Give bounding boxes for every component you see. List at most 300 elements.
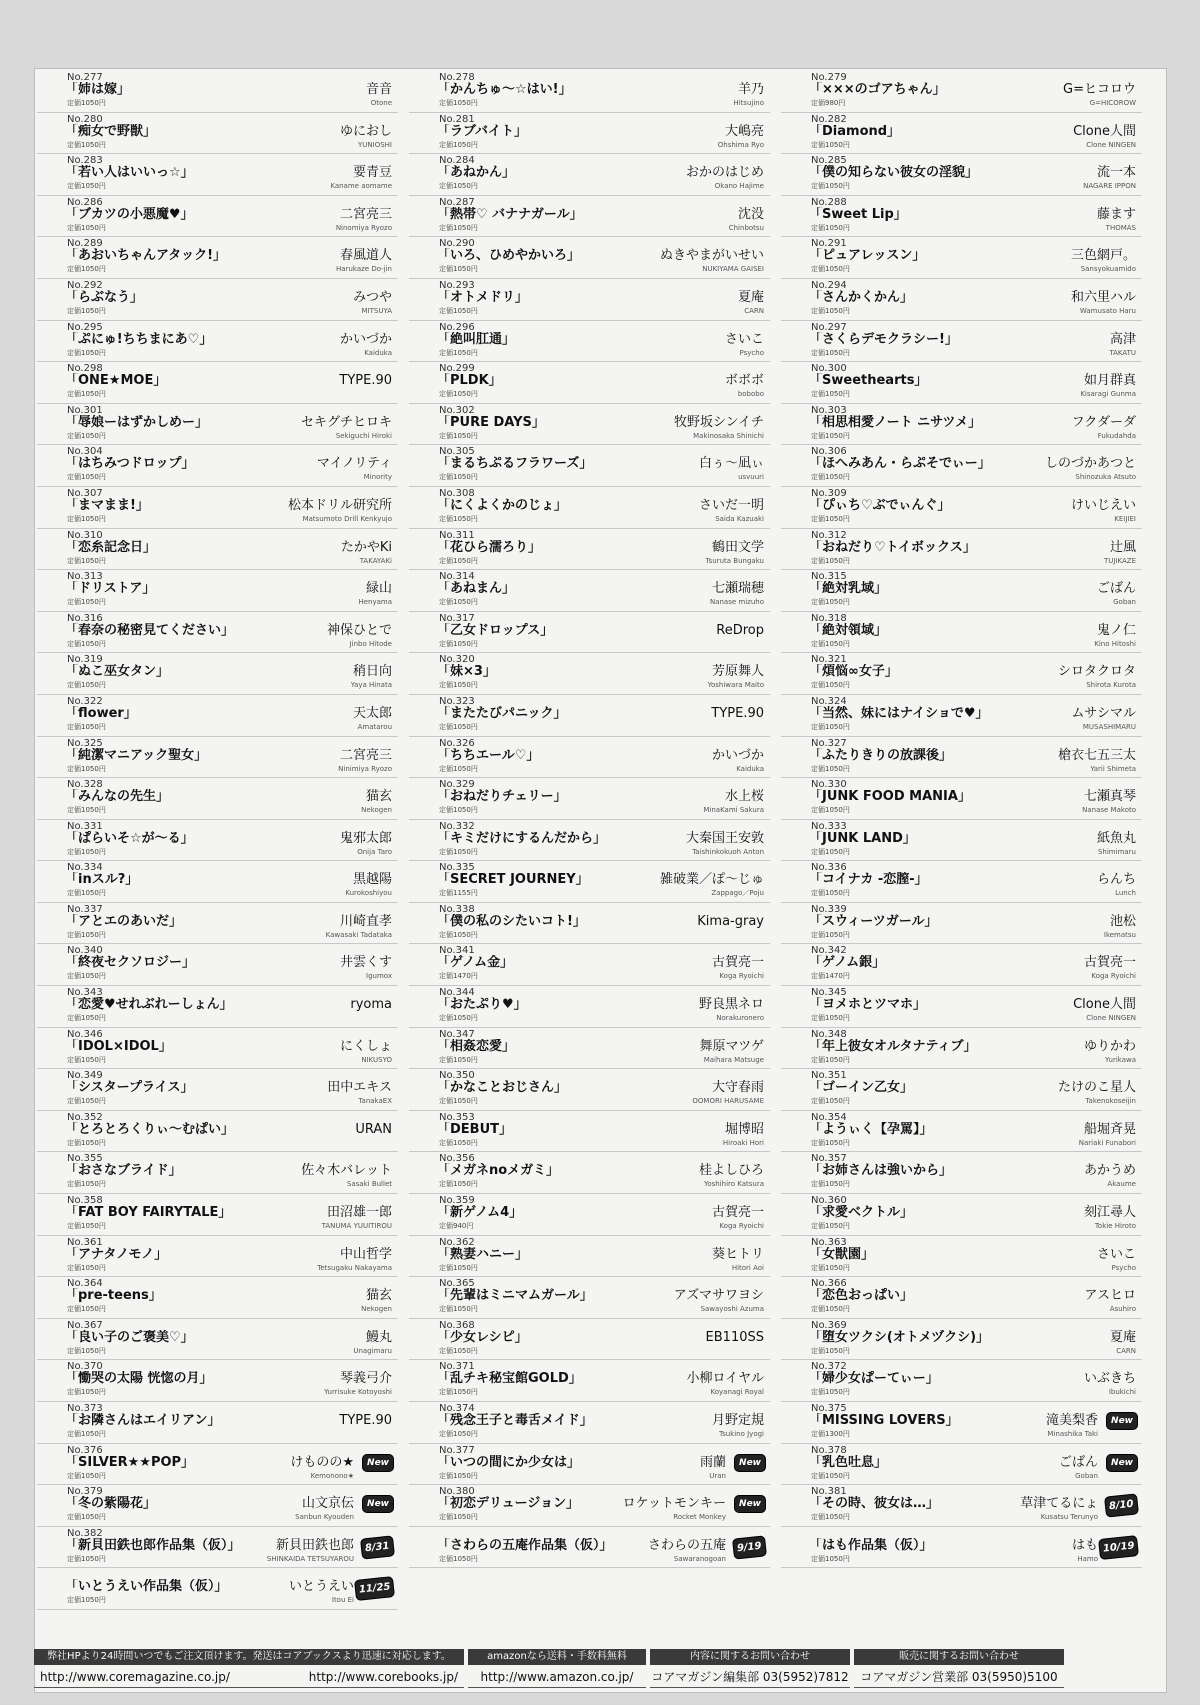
entry-author: 井雲くす [339, 955, 392, 971]
entry-number: No.319 [67, 654, 103, 666]
entry-number: No.305 [439, 446, 475, 458]
entry-price: 定価1050円 [67, 1263, 106, 1272]
entry-price: 定価1050円 [439, 140, 478, 149]
entry-number: No.364 [67, 1278, 103, 1290]
entry-title: 「恋糸記念日」 [65, 539, 157, 555]
catalog-entry [409, 695, 770, 737]
entry-author-romaji: Koga Ryoichi [719, 972, 764, 981]
entry-title: 「純潔マニアック聖女」 [65, 747, 208, 763]
entry-author: 猫玄 [365, 1288, 392, 1304]
catalog-entry [781, 362, 1142, 404]
entry-title: 「慟哭の太陽 恍惚の月」 [65, 1371, 213, 1387]
entry-author: 藤ます [1096, 206, 1136, 222]
release-date-badge: 8/31 [360, 1535, 395, 1559]
entry-number: No.330 [811, 779, 847, 791]
catalog-entry [409, 861, 770, 903]
amazon-heading: amazonなら送料・手数料無料 [468, 1649, 646, 1665]
entry-title: 「僕の知らない彼女の淫貌」 [809, 165, 979, 181]
entry-price: 定価1050円 [439, 431, 478, 440]
entry-price: 定価1050円 [67, 1180, 106, 1189]
entry-author-romaji: Harukaze Do-jin [336, 265, 392, 274]
catalog-entry [37, 1319, 398, 1361]
entry-number: No.367 [67, 1319, 103, 1331]
entry-author-romaji: Minashika Taki [1047, 1430, 1098, 1438]
entry-title: 「JUNK LAND」 [809, 830, 916, 846]
entry-author: EB110SS [705, 1329, 764, 1345]
entry-author: 大嶋亮 [724, 123, 764, 139]
entry-author: 白ぅ～凪ぃ [698, 456, 764, 472]
catalog-entry [409, 1194, 770, 1236]
entry-price: 定価1050円 [811, 223, 850, 232]
entry-price: 定価1050円 [439, 681, 478, 690]
entry-number: No.352 [67, 1111, 103, 1123]
entry-number: No.339 [811, 903, 847, 915]
entry-title: 「乱チキ秘宝館GOLD」 [437, 1371, 582, 1387]
entry-author-romaji: Minority [363, 473, 392, 482]
entry-price: 定価1050円 [67, 1596, 106, 1605]
entry-number: No.320 [439, 654, 475, 666]
catalog-entry [781, 1485, 1142, 1527]
entry-number: No.316 [67, 612, 103, 624]
catalog-entry [409, 1152, 770, 1194]
entry-title: 「絶対領域」 [809, 622, 888, 638]
entry-author-romaji: Ninomiya Ryozo [335, 223, 392, 232]
catalog-entry [409, 445, 770, 487]
catalog-entry [781, 737, 1142, 779]
entry-author: さいこ [724, 331, 764, 347]
entry-title: 「アナタノモノ」 [65, 1246, 168, 1262]
release-date-badge: 11/25 [354, 1576, 395, 1601]
entry-price: 定価1050円 [67, 1346, 106, 1355]
entry-title: 「その時、彼女は…」 [809, 1496, 940, 1512]
entry-author: 猫玄 [365, 789, 392, 805]
entry-number: No.368 [439, 1319, 475, 1331]
entry-author: Clone人間 [1073, 123, 1136, 139]
entry-title: 「ブカツの小悪魔♥」 [65, 206, 194, 222]
entry-author-romaji: TAKAYAKi [359, 556, 392, 565]
entry-price: 定価1050円 [67, 140, 106, 149]
entry-author: 沈没 [737, 206, 764, 222]
entry-author: TYPE.90 [339, 1413, 392, 1428]
release-date-badge: 10/19 [1098, 1535, 1139, 1560]
entry-author: 芳原舞人 [711, 664, 764, 680]
catalog-entry [409, 487, 770, 529]
entry-price: 定価1470円 [439, 972, 478, 981]
entry-title: 「冬の紫陽花」 [65, 1496, 157, 1512]
content-inquiry-heading: 内容に関するお問い合わせ [650, 1649, 850, 1665]
entry-author-romaji: Ninimiya Ryozo [338, 764, 392, 773]
entry-author-romaji: Makinosaka Shinichi [693, 431, 764, 440]
entry-author: 雨蘭 [699, 1454, 726, 1470]
entry-author-romaji: Ikematsu [1103, 930, 1136, 939]
entry-price: 定価1300円 [811, 1430, 850, 1438]
entry-author-romaji: Amatarou [357, 722, 392, 731]
entry-author-romaji: usvuuri [738, 473, 764, 482]
entry-author-romaji: G=HICOROW [1089, 99, 1136, 107]
entry-author: フクダーダ [1071, 414, 1136, 430]
entry-author-romaji: Zappago／Poju [711, 889, 764, 898]
entry-author-romaji: Maihara Matsuge [703, 1055, 764, 1064]
entry-author: 辻風 [1109, 539, 1136, 555]
entry-price: 定価1050円 [439, 764, 478, 773]
entry-author-romaji: Tsukino Jyogi [718, 1430, 764, 1438]
entry-number: No.332 [439, 820, 475, 832]
entry-author: TYPE.90 [339, 373, 392, 389]
entry-number: No.329 [439, 779, 475, 791]
entry-author: 音音 [365, 82, 392, 97]
entry-author: 黒越陽 [352, 872, 392, 888]
catalog-entry [37, 695, 398, 737]
entry-price: 定価1050円 [67, 1138, 106, 1147]
entry-title: 「らぶなう」 [65, 289, 144, 305]
entry-price: 定価1050円 [67, 1430, 106, 1438]
entry-author-romaji: THOMAS [1105, 223, 1136, 232]
entry-number: No.295 [67, 321, 103, 333]
entry-number: No.304 [67, 446, 103, 458]
entry-author-romaji: Saida Kazuaki [715, 514, 764, 523]
entry-number: No.374 [439, 1403, 475, 1414]
catalog-entry [781, 321, 1142, 363]
entry-author-romaji: Akaume [1107, 1180, 1136, 1189]
catalog-entry [781, 944, 1142, 986]
entry-author: 和六里ハル [1070, 289, 1136, 305]
entry-number: No.282 [811, 113, 847, 125]
entry-author: しのづかあつと [1044, 456, 1136, 472]
entry-title: 「Sweet Lip」 [809, 206, 907, 222]
catalog-entry [409, 529, 770, 571]
new-badge: New [734, 1495, 766, 1513]
entry-author: 田沼雄一郎 [326, 1205, 392, 1221]
entry-author-romaji: Sekiguchi Hiroki [335, 431, 392, 440]
new-badge: New [1106, 1454, 1138, 1472]
catalog-entry [781, 487, 1142, 529]
entry-price: 定価1050円 [439, 1138, 478, 1147]
entry-author: 雑破業／ぽ～じゅ [659, 872, 764, 888]
catalog-entry [781, 861, 1142, 903]
entry-price: 定価1050円 [811, 722, 850, 731]
entry-price: 定価1050円 [67, 1513, 106, 1522]
entry-number: No.360 [811, 1195, 847, 1207]
catalog-entry [37, 362, 398, 404]
entry-number: No.280 [67, 113, 103, 125]
entry-author-romaji: NIKUSYO [361, 1055, 392, 1064]
entry-author: ごばん [1096, 581, 1136, 597]
catalog-entry [409, 1319, 770, 1361]
entry-number: No.343 [67, 987, 103, 999]
amazon-link[interactable]: http://www.amazon.co.jp/ [468, 1667, 646, 1688]
entry-price: 定価1470円 [811, 972, 850, 981]
entry-title: 「当然、妹にはナイショで♥」 [809, 705, 989, 721]
entry-title: 「相思相愛ノート ニサツメ」 [809, 414, 982, 430]
entry-number: No.307 [67, 487, 103, 499]
entry-price: 定価1050円 [67, 681, 106, 690]
entry-number: No.354 [811, 1111, 847, 1123]
release-date-badge: 8/10 [1104, 1494, 1139, 1518]
entry-number: No.310 [67, 529, 103, 541]
sales-phone: コアマガジン営業部 03(5950)5100 [854, 1667, 1064, 1688]
catalog-entry [409, 1028, 770, 1070]
entry-number: No.341 [439, 945, 475, 957]
entry-author: 葵ヒトリ [711, 1246, 764, 1262]
entry-title: 「春奈の秘密見てください」 [65, 622, 235, 638]
entry-author-romaji: Fukudahda [1097, 431, 1136, 440]
entry-number: No.301 [67, 404, 103, 416]
entry-author-romaji: NUKIYAMA GAISEI [702, 265, 764, 274]
catalog-entry [409, 1444, 770, 1486]
entry-title: 「ゴーイン乙女」 [809, 1080, 914, 1096]
entry-price: 定価1050円 [67, 722, 106, 731]
entry-title: 「オトメドリ」 [437, 289, 528, 305]
entry-title: 「おたぷり♥」 [437, 997, 527, 1013]
entry-price: 定価1050円 [811, 889, 850, 898]
new-badge: New [362, 1495, 394, 1513]
entry-price: 定価1050円 [439, 182, 478, 191]
catalog-entry [781, 820, 1142, 862]
entry-author-romaji: Goban [1113, 598, 1136, 607]
entry-author-romaji: TUJIKAZE [1103, 556, 1136, 565]
entry-author: ゆりかわ [1083, 1038, 1136, 1054]
entry-number: No.346 [67, 1028, 103, 1040]
entry-price: 定価1050円 [67, 1471, 106, 1480]
entry-author-romaji: Kusatsu Terunyo [1040, 1513, 1098, 1522]
entry-number: No.299 [439, 363, 475, 375]
entry-price: 定価1050円 [811, 140, 850, 149]
entry-number: No.370 [67, 1361, 103, 1373]
entry-title: 「ちちエール♡」 [437, 747, 540, 763]
entry-number: No.315 [811, 571, 847, 583]
entry-author: あかうめ [1083, 1163, 1136, 1179]
entry-price: 定価1050円 [439, 1471, 478, 1480]
entry-price: 定価1050円 [439, 514, 478, 523]
entry-price: 定価1050円 [439, 265, 478, 274]
entry-title: 「はも作品集（仮）」 [809, 1537, 933, 1553]
entry-number: No.373 [67, 1403, 103, 1414]
catalog-entry [409, 404, 770, 446]
entry-price: 定価1050円 [811, 764, 850, 773]
entry-number: No.349 [67, 1070, 103, 1082]
entry-title: 「いろ、ひめやかいろ」 [437, 248, 581, 264]
entry-title: 「姉は嫁」 [65, 82, 131, 97]
entry-price: 定価1050円 [439, 1430, 478, 1438]
catalog-entry [409, 570, 770, 612]
entry-title: 「Sweethearts」 [809, 373, 928, 389]
entry-price: 定価1050円 [67, 99, 106, 107]
catalog-entry [409, 986, 770, 1028]
entry-price: 定価1050円 [811, 1471, 850, 1480]
catalog-entry [37, 487, 398, 529]
catalog-entry [37, 154, 398, 196]
entry-author: 二宮亮三 [339, 206, 392, 222]
amazon-info [468, 1649, 646, 1693]
entry-number: No.375 [811, 1403, 847, 1414]
catalog-entry [781, 1277, 1142, 1319]
entry-price: 定価1050円 [67, 1554, 106, 1563]
entry-price: 定価1050円 [439, 223, 478, 232]
new-badge: New [1106, 1412, 1138, 1430]
entry-price: 定価1050円 [439, 1513, 478, 1522]
catalog-entry [37, 1194, 398, 1236]
entry-price: 定価1050円 [439, 806, 478, 815]
entry-title: 「SECRET JOURNEY」 [437, 872, 589, 888]
catalog-entry [781, 113, 1142, 155]
entry-author-romaji: Psycho [1111, 1263, 1136, 1272]
entry-number: No.326 [439, 737, 475, 749]
entry-number: No.321 [811, 654, 847, 666]
entry-author-romaji: Onija Taro [357, 847, 392, 856]
entry-title: 「おねだりチェリー」 [437, 789, 567, 805]
entry-number: No.350 [439, 1070, 475, 1082]
entry-title: 「PLDK」 [437, 373, 502, 389]
entry-title: 「恋愛♥せれぶれーしょん」 [65, 997, 233, 1013]
catalog-entry [781, 71, 1142, 113]
entry-title: 「またたびパニック」 [437, 705, 567, 721]
entry-author: 古賀亮一 [1083, 955, 1136, 971]
entry-number: No.340 [67, 945, 103, 957]
entry-author-romaji: SHINKAIDA TETSUYAROU [266, 1554, 354, 1563]
entry-author: 二宮亮三 [339, 747, 392, 763]
entry-price: 定価980円 [811, 99, 846, 107]
entry-price: 定価1050円 [439, 306, 478, 315]
entry-number: No.363 [811, 1236, 847, 1248]
entry-price: 定価1050円 [811, 1388, 850, 1397]
entry-author: 七瀬真琴 [1083, 789, 1136, 805]
catalog-entry [781, 445, 1142, 487]
catalog-entry [409, 820, 770, 862]
entry-title: 「痴女で野獣」 [65, 123, 157, 139]
entry-author: 天太郎 [352, 705, 392, 721]
entry-title: 「メガネnoメガミ」 [437, 1163, 560, 1179]
catalog-entry [37, 1277, 398, 1319]
entry-title: 「ピュアレッスン」 [809, 248, 926, 264]
entry-author-romaji: TanakaEX [358, 1097, 392, 1106]
entry-author: さわらの五庵 [647, 1537, 726, 1553]
entry-number: No.366 [811, 1278, 847, 1290]
entry-author-romaji: Yarii Shimeta [1090, 764, 1136, 773]
entry-title: 「シスタープライス」 [65, 1080, 194, 1096]
entry-number: No.322 [67, 695, 103, 707]
entry-author: 小柳ロイヤル [686, 1371, 764, 1387]
entry-author: たかやKi [340, 539, 392, 555]
entry-number: No.333 [811, 820, 847, 832]
entry-number: No.327 [811, 737, 847, 749]
entry-price: 定価1050円 [67, 390, 106, 399]
catalog-entry [37, 445, 398, 487]
corebooks-link[interactable]: http://www.corebooks.jp/ [308, 1670, 458, 1684]
entry-price: 定価1050円 [811, 1513, 850, 1522]
entry-author-romaji: MinaKami Sakura [703, 806, 764, 815]
entry-author: ゆにおし [339, 123, 392, 139]
entry-title: 「絶対乳域」 [809, 581, 888, 597]
entry-title: 「相姦恋愛」 [437, 1038, 516, 1054]
catalog-entry [37, 321, 398, 363]
catalog-entry [37, 196, 398, 238]
entry-author: にくしょ [339, 1038, 392, 1054]
entry-author-romaji: Koga Ryoichi [719, 1222, 764, 1231]
catalog-entry [37, 612, 398, 654]
entry-price: 定価1050円 [67, 1014, 106, 1023]
catalog-entry [409, 1360, 770, 1402]
entry-price: 定価1050円 [811, 473, 850, 482]
entry-number: No.338 [439, 903, 475, 915]
entry-author: 川崎直孝 [339, 913, 392, 929]
entry-author-romaji: Clone NINGEN [1086, 140, 1136, 149]
catalog-entry [409, 1069, 770, 1111]
entry-number: No.381 [811, 1486, 847, 1498]
entry-title: 「若い人はいいっ☆」 [65, 165, 194, 181]
entry-number: No.325 [67, 737, 103, 749]
entry-author: たけのこ星人 [1057, 1080, 1136, 1096]
coremagazine-link[interactable]: http://www.coremagazine.co.jp/ [40, 1670, 230, 1684]
entry-author: 刻江尋人 [1083, 1205, 1136, 1221]
entry-number: No.303 [811, 404, 847, 416]
catalog-entry [409, 1402, 770, 1444]
entry-price: 定価1050円 [811, 847, 850, 856]
entry-price: 定価1050円 [67, 639, 106, 648]
entry-author: けものの★ [290, 1454, 354, 1470]
entry-number: No.323 [439, 695, 475, 707]
entry-author-romaji: Kino Hitoshi [1094, 639, 1136, 648]
catalog-entry [37, 404, 398, 446]
entry-title: 「JUNK FOOD MANIA」 [809, 789, 971, 805]
entry-number: No.308 [439, 487, 475, 499]
entry-author-romaji: Kaname aomame [330, 182, 392, 191]
catalog-entry [37, 1028, 398, 1070]
entry-author-romaji: Clone NINGEN [1086, 1014, 1136, 1023]
entry-author: 桂よしひろ [698, 1163, 764, 1179]
catalog-entry [409, 612, 770, 654]
entry-price: 定価1050円 [811, 1346, 850, 1355]
entry-number: No.347 [439, 1028, 475, 1040]
entry-author: 山文京伝 [301, 1496, 354, 1512]
entry-price: 定価1050円 [811, 390, 850, 399]
catalog-entry [37, 1527, 398, 1569]
catalog-entry [781, 1360, 1142, 1402]
entry-author-romaji: Nariaki Funabori [1078, 1138, 1136, 1147]
entry-number: No.355 [67, 1153, 103, 1165]
catalog-entry [781, 529, 1142, 571]
entry-number: No.337 [67, 903, 103, 915]
entry-title: 「あねかん」 [437, 165, 516, 181]
catalog-entry [37, 903, 398, 945]
catalog-entry [37, 653, 398, 695]
entry-title: 「まマまま!」 [65, 497, 149, 513]
entry-author-romaji: Shimimaru [1097, 847, 1136, 856]
entry-author: アスヒロ [1084, 1288, 1136, 1304]
entry-author: セキグチヒロキ [300, 414, 392, 430]
entry-number: No.318 [811, 612, 847, 624]
entry-number: No.279 [811, 72, 847, 83]
catalog-entry [781, 154, 1142, 196]
entry-author-romaji: Wamusato Haru [1079, 306, 1136, 315]
entry-author: おかのはじめ [685, 165, 764, 181]
entry-price: 定価1050円 [67, 806, 106, 815]
entry-price: 定価1050円 [67, 1222, 106, 1231]
entry-number: No.317 [439, 612, 475, 624]
entry-author: かいづか [339, 331, 392, 347]
entry-title: 「ぬこ巫女タン」 [65, 664, 170, 680]
entry-author-romaji: Henyama [358, 598, 392, 607]
entry-title: 「ドリストア」 [65, 581, 156, 597]
entry-title: 「良い子のご褒美♡」 [65, 1329, 194, 1345]
entry-title: 「新ゲノム4」 [437, 1205, 523, 1221]
entry-title: 「新貝田鉄也郎作品集（仮）」 [65, 1537, 241, 1553]
entry-number: No.289 [67, 238, 103, 250]
entry-author-romaji: Norakuronero [716, 1014, 764, 1023]
entry-author: Clone人間 [1073, 997, 1136, 1013]
entry-author: 松本ドリル研究所 [287, 497, 392, 513]
entry-price: 定価1050円 [439, 1305, 478, 1314]
entry-number: No.359 [439, 1195, 475, 1207]
